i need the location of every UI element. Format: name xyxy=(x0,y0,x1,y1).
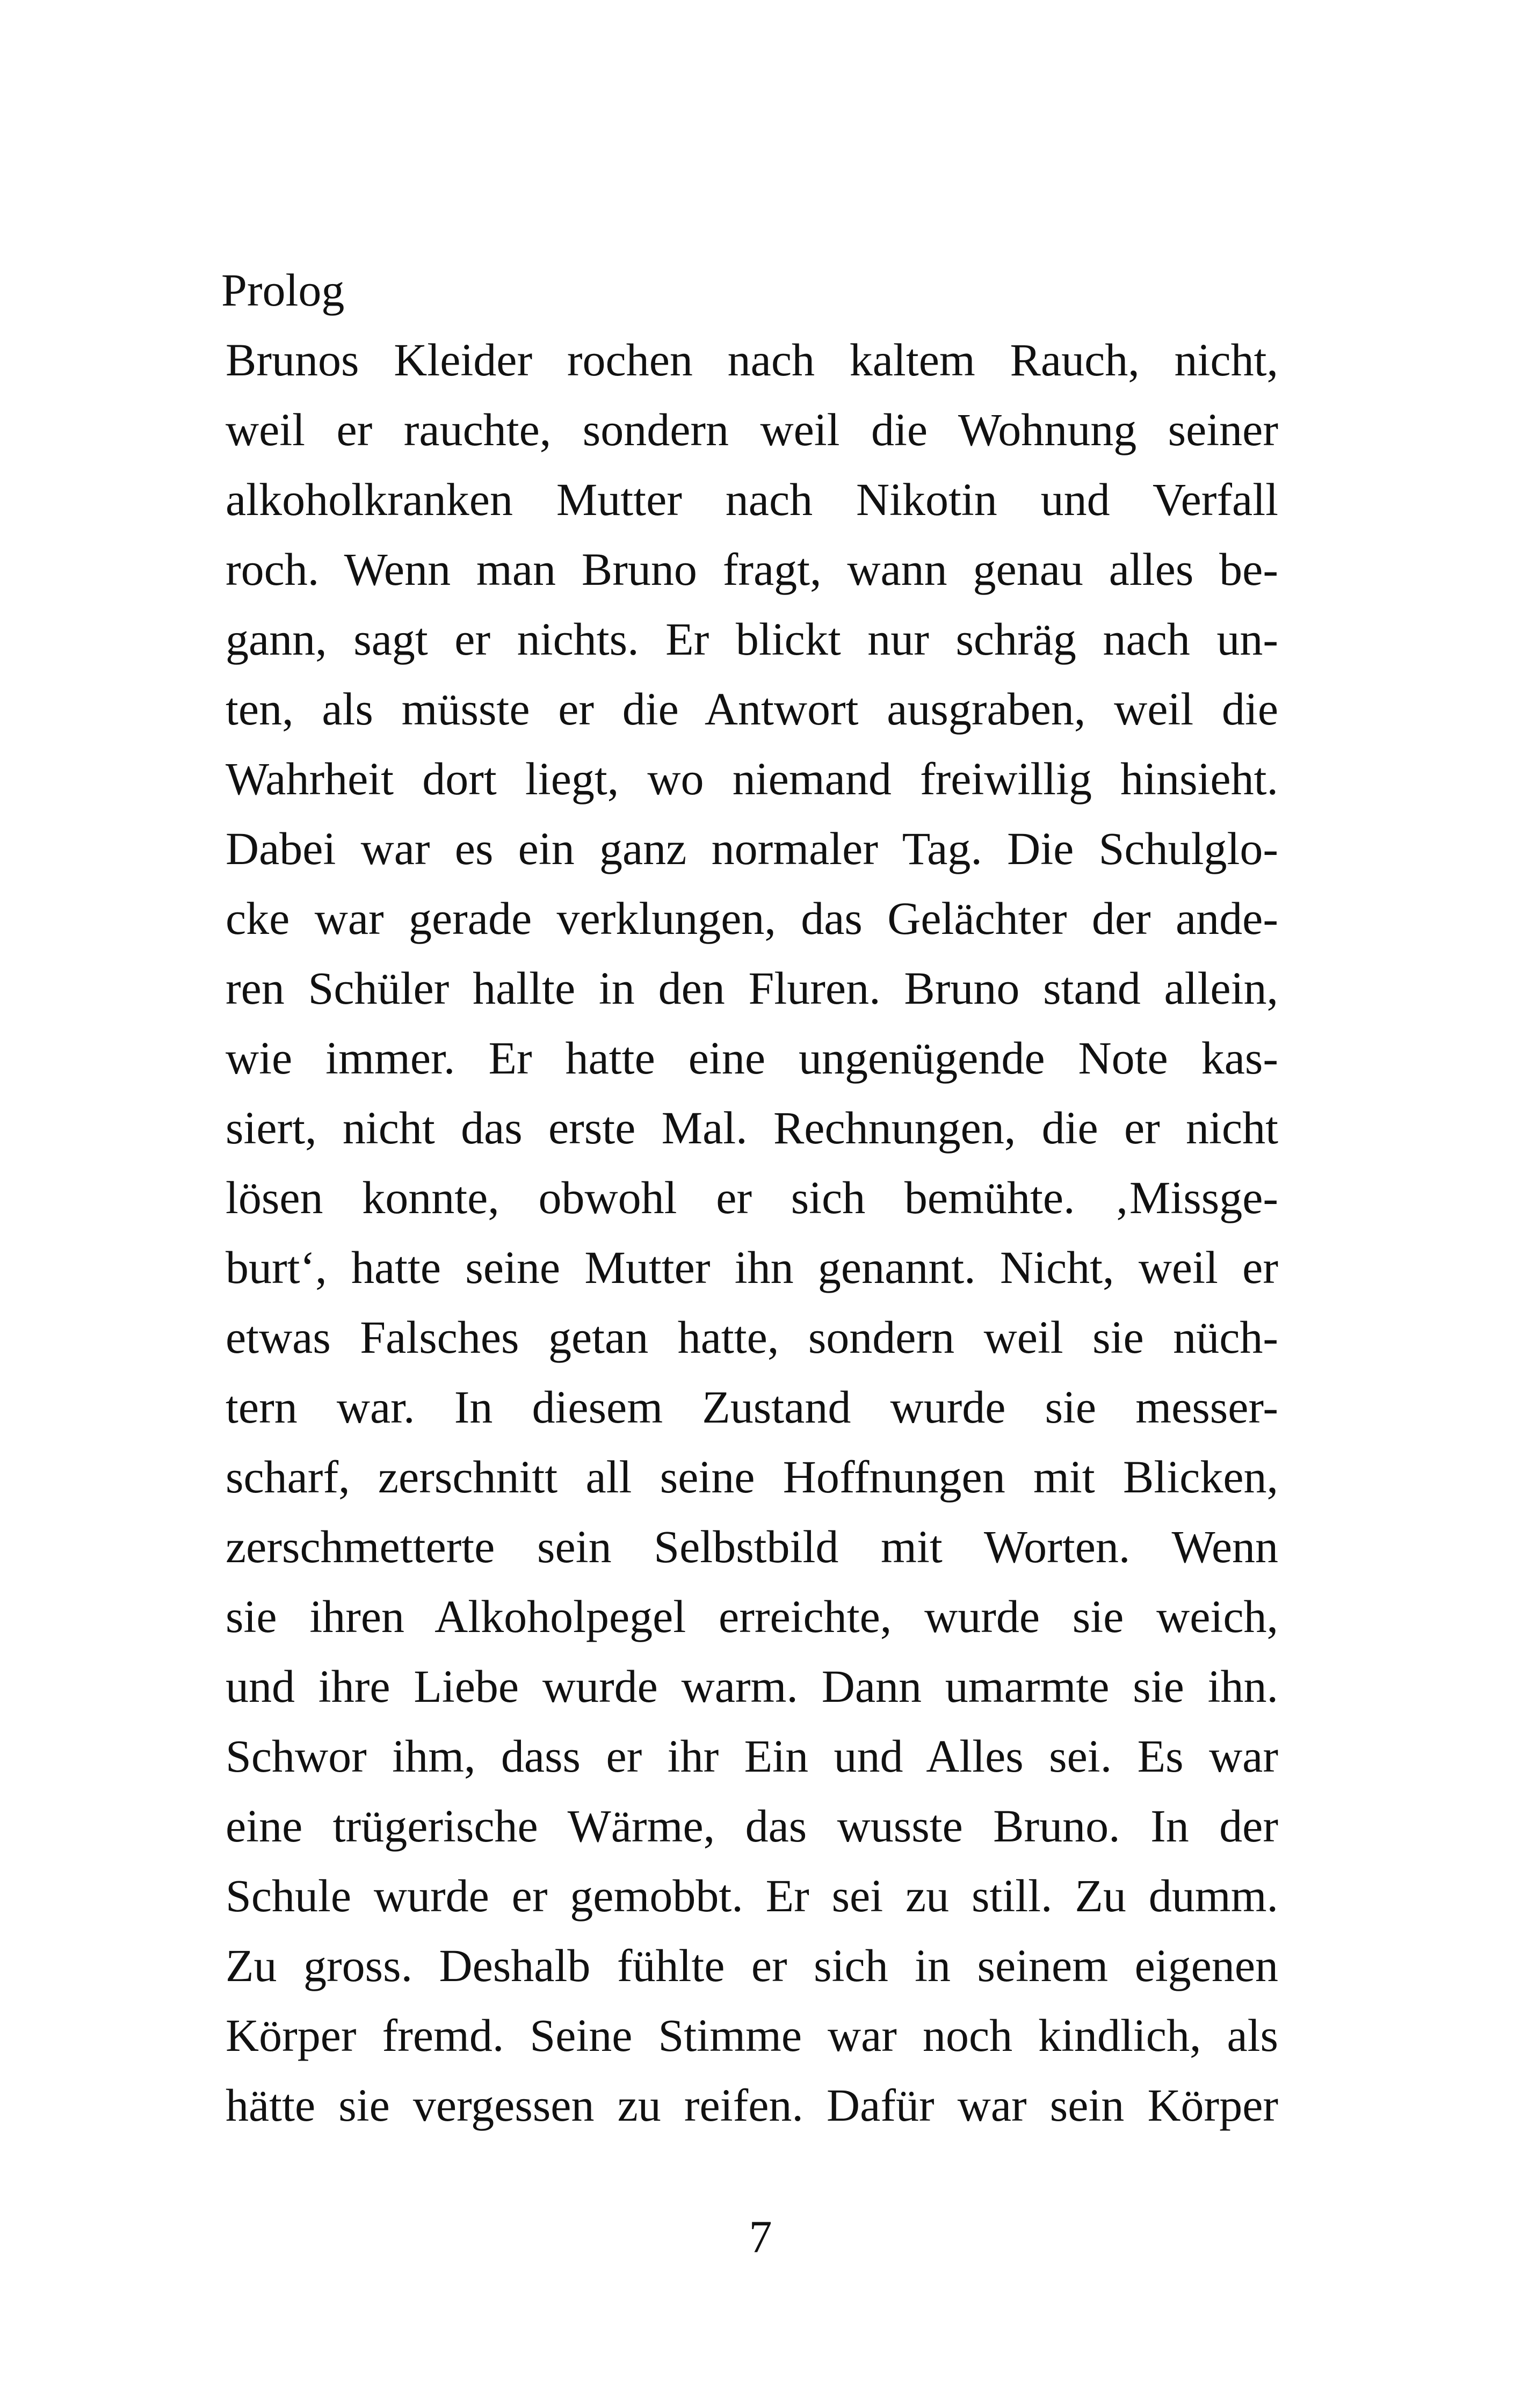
text-line: etwas Falsches getan hatte, sondern weil sie nüch- xyxy=(226,1311,1278,1363)
text-line: siert, nicht das erste Mal. Rechnungen, die er nicht xyxy=(226,1102,1278,1154)
text-line: burt‘, hatte seine Mutter ihn genannt. Nicht, weil er xyxy=(226,1242,1278,1293)
text-line: sie ihren Alkoholpegel erreichte, wurde sie weich, xyxy=(226,1591,1278,1642)
text-line: ten, als müsste er die Antwort ausgraben, weil die xyxy=(226,683,1278,735)
text-line: roch. Wenn man Bruno fragt, wann genau alles be- xyxy=(226,543,1278,595)
text-line: zerschmetterte sein Selbstbild mit Worten. Wenn xyxy=(226,1521,1278,1572)
text-line: Dabei war es ein ganz normaler Tag. Die Schulglo- xyxy=(226,823,1278,874)
text-line: alkoholkranken Mutter nach Nikotin und Verfall xyxy=(226,474,1278,525)
text-line: lösen konnte, obwohl er sich bemühte. ‚Missge- xyxy=(226,1172,1278,1223)
text-line: ren Schüler hallte in den Fluren. Bruno stand allein, xyxy=(226,962,1278,1014)
text-line: Brunos Kleider rochen nach kaltem Rauch, nicht, xyxy=(226,334,1278,386)
text-line: wie immer. Er hatte eine ungenügende Note kas- xyxy=(226,1032,1278,1084)
text-line: gann, sagt er nichts. Er blickt nur schräg nach un- xyxy=(226,613,1278,665)
chapter-title: Prolog xyxy=(221,264,345,316)
text-line: tern war. In diesem Zustand wurde sie messer- xyxy=(226,1381,1278,1433)
text-line: und ihre Liebe wurde warm. Dann umarmte sie ihn. xyxy=(226,1660,1278,1712)
text-line: hätte sie vergessen zu reifen. Dafür war sein Körper xyxy=(226,2079,1278,2131)
text-line: Zu gross. Deshalb fühlte er sich in seinem eigenen xyxy=(226,1940,1278,1991)
text-line: scharf, zerschnitt all seine Hoffnungen mit Blicken, xyxy=(226,1451,1278,1503)
text-line: cke war gerade verklungen, das Gelächter der ande- xyxy=(226,893,1278,944)
text-line: eine trügerische Wärme, das wusste Bruno. In der xyxy=(226,1800,1278,1852)
text-line: Wahrheit dort liegt, wo niemand freiwillig hinsieht. xyxy=(226,753,1278,804)
text-line: Schwor ihm, dass er ihr Ein und Alles sei. Es war xyxy=(226,1730,1278,1782)
body-text xyxy=(226,325,1278,2140)
text-line: weil er rauchte, sondern weil die Wohnung seiner xyxy=(226,404,1278,455)
text-line: Körper fremd. Seine Stimme war noch kindlich, als xyxy=(226,2010,1278,2061)
page-number: 7 xyxy=(749,2211,772,2262)
text-line: Schule wurde er gemobbt. Er sei zu still. Zu dumm. xyxy=(226,1870,1278,1921)
